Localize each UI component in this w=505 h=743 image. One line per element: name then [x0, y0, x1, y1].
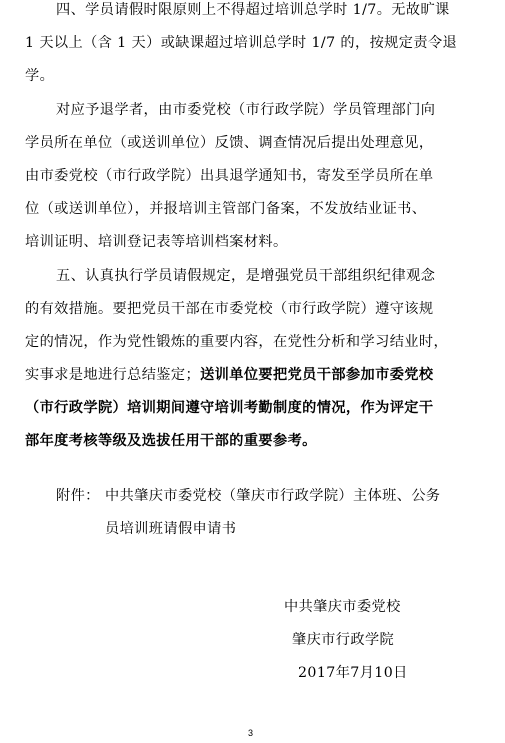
- attachment-line-2: 员培训班请假申请书: [105, 521, 237, 537]
- paragraph-5-bold-text-1: 送训单位要把党员干部参加市委党校: [200, 367, 434, 383]
- signature-date: 2017年7月10日: [298, 665, 408, 681]
- paragraph-5-bold-text-2: （市行政学院）培训期间遵守培训考勤制度的情况，作为评定干: [25, 400, 434, 416]
- dismissal-line-3: 由市委党校（市行政学院）出具退学通知书，寄发至学员所在单: [25, 168, 434, 184]
- paragraph-5-line-1: 五、认真执行学员请假规定，是增强党员干部组织纪律观念: [56, 268, 436, 284]
- paragraph-5-bold-text-3: 部年度考核等级及选拔任用干部的重要参考。: [25, 433, 317, 449]
- dismissal-line-5: 培训证明、培训登记表等培训档案材料。: [25, 234, 288, 250]
- paragraph-5-line-4: [25, 365, 433, 385]
- page-number: 3: [248, 728, 254, 738]
- paragraph-4-line-1: 四、学员请假时限原则上不得超过培训总学时 1/7。无故旷课: [56, 2, 450, 18]
- dismissal-line-4: 位（或送训单位），并报培训主管部门备案，不发放结业证书、: [25, 201, 427, 217]
- signature-org-2: 肇庆市行政学院: [292, 632, 395, 648]
- paragraph-4-line-3: 学。: [25, 68, 55, 84]
- paragraph-5-line-3: 定的情况，作为党性锻炼的重要内容，在党性分析和学习结业时，: [25, 334, 449, 350]
- paragraph-4-line-2: 1 天以上（含 1 天）或缺课超过培训总学时 1/7 的，按规定责令退: [25, 35, 458, 51]
- attachment-label: 附件：: [56, 488, 100, 504]
- dismissal-line-1: 对应予退学者，由市委党校（市行政学院）学员管理部门向: [56, 102, 436, 118]
- dismissal-line-2: 学员所在单位（或送训单位）反馈、调查情况后提出处理意见，: [25, 135, 434, 151]
- paragraph-5-line-4-text: 实事求是地进行总结鉴定；: [25, 367, 201, 383]
- paragraph-5-line-2: 的有效措施。要把党员干部在市委党校（市行政学院）遵守该规: [25, 301, 434, 317]
- attachment-line-1: 中共肇庆市委党校（肇庆市行政学院）主体班、公务: [105, 488, 441, 504]
- signature-org-1: 中共肇庆市委党校: [284, 599, 401, 615]
